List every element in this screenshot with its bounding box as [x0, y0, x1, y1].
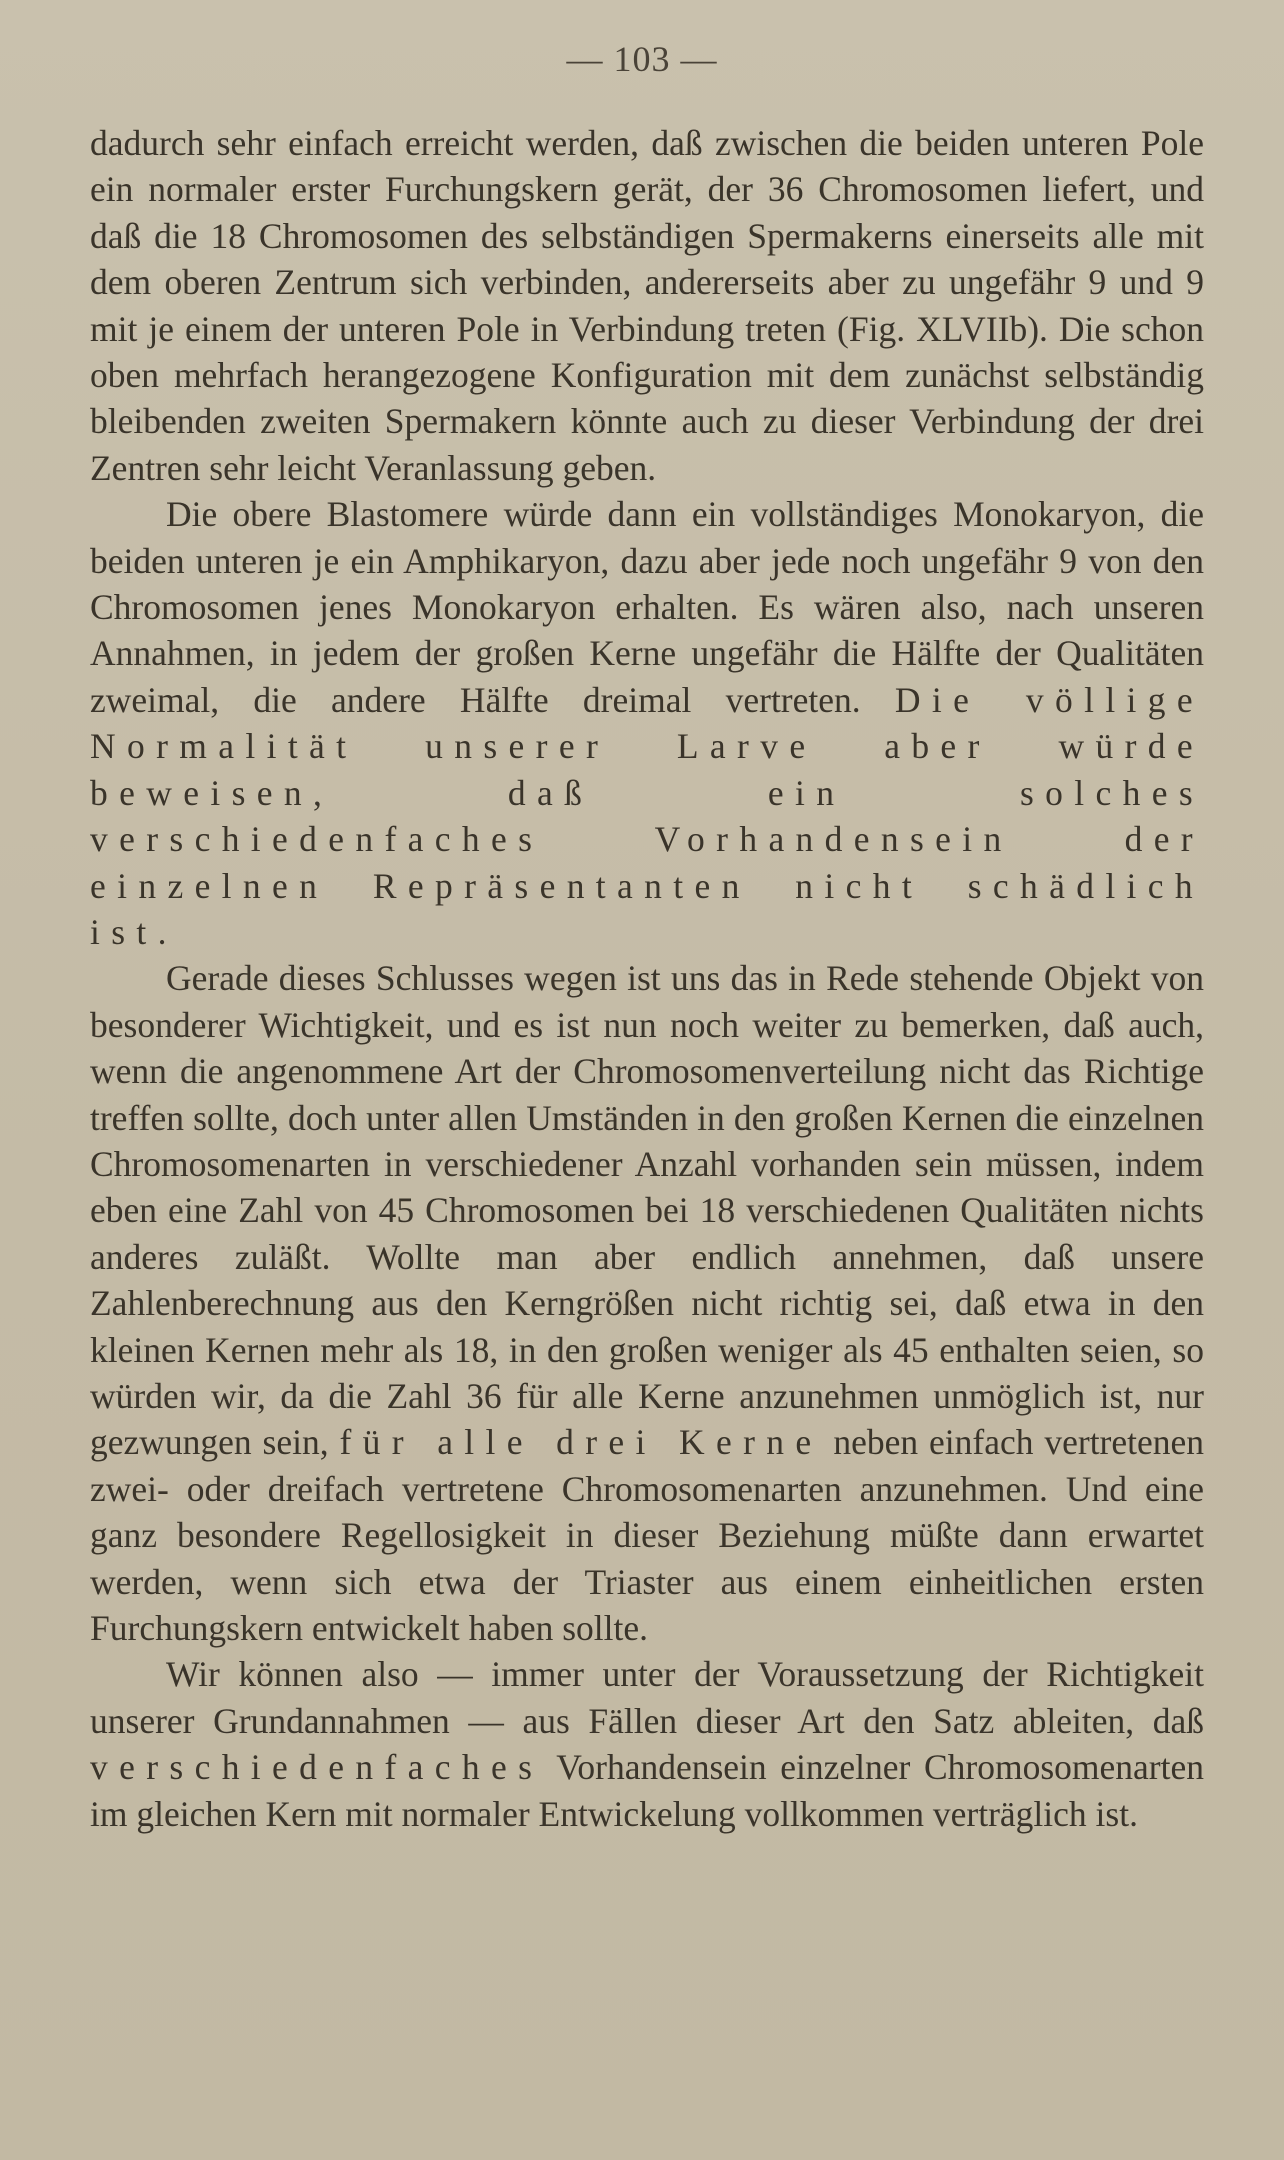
paragraph	[90, 955, 1204, 1651]
spaced-emphasis: verschiedenfaches	[90, 1747, 544, 1788]
text-run: Wir können also — immer unter der Voraussetzung der Richtigkeit unserer Grundannahmen — aus Fällen dieser Art den Satz ableiten, daß	[90, 1654, 1204, 1741]
text-run: Gerade dieses Schlusses wegen ist uns das in Rede stehende Objekt von besonderer Wichtigkeit, und es ist nun noch weiter zu bemerken, daß auch, wenn die angenommene Art der Chromosomenverteilung nicht das Richtige treffen sollte, doch unter allen Umständen in den großen Kernen die einzelnen Chromosomenarten in verschiedener Anzahl vorhanden sein müssen, indem eben eine Zahl von 45 Chromosomen bei 18 verschiedenen Qualitäten nichts anderes zuläßt. Wollte man aber endlich annehmen, daß unsere Zahlenberechnung aus den Kerngrößen nicht richtig sei, daß etwa in den kleinen Kernen mehr als 18, in den großen weniger als 45 enthalten seien, so würden wir, da die Zahl 36 für alle Kerne anzunehmen unmöglich ist, nur gezwungen sein,	[90, 958, 1204, 1463]
paragraph	[90, 491, 1204, 955]
body-text	[90, 120, 1204, 1837]
text-run: dadurch sehr einfach erreicht werden, daß zwischen die beiden unteren Pole ein normaler erster Furchungskern gerät, der 36 Chromosomen liefert, und daß die 18 Chromosomen des selbständigen Spermakerns einerseits alle mit dem oberen Zentrum sich verbinden, andererseits aber zu ungefähr 9 und 9 mit je einem der unteren Pole in Verbindung treten (Fig. XLVIIb). Die schon oben mehrfach herangezogene Konfiguration mit dem zunächst selbständig bleibenden zweiten Spermakern könnte auch zu dieser Verbindung der drei Zentren sehr leicht Veranlassung geben.	[90, 123, 1204, 488]
page-number: — 103 —	[566, 39, 718, 79]
spaced-emphasis: für alle drei Kerne	[339, 1422, 823, 1463]
paragraph	[90, 120, 1204, 491]
spaced-emphasis: Die völlige Normalität unserer Larve aber würde beweisen, daß ein solches verschiedenfaches Vorhandensein der einzelnen Repräsentanten nicht schädlich ist.	[90, 679, 1204, 952]
text-run: Vorhandensein einzelner Chromosomenarten im gleichen Kern mit normaler Entwickelung vollkommen verträglich ist.	[90, 1747, 1204, 1834]
text-run: neben einfach vertretenen zwei- oder dreifach vertretene Chromosomenarten anzunehmen. Und eine ganz besondere Regellosigkeit in dieser Beziehung müßte dann erwartet werden, wenn sich etwa der Triaster aus einem einheitlichen ersten Furchungskern entwickelt haben sollte.	[90, 1422, 1205, 1648]
paragraph	[90, 1651, 1204, 1837]
text-run: Die obere Blastomere würde dann ein vollständiges Monokaryon, die beiden unteren je ein Amphikaryon, dazu aber jede noch ungefähr 9 von den Chromosomen jenes Monokaryon erhalten. Es wären also, nach unseren Annahmen, in jedem der großen Kerne ungefähr die Hälfte der Qualitäten zweimal, die andere Hälfte dreimal vertreten.	[90, 494, 1204, 720]
